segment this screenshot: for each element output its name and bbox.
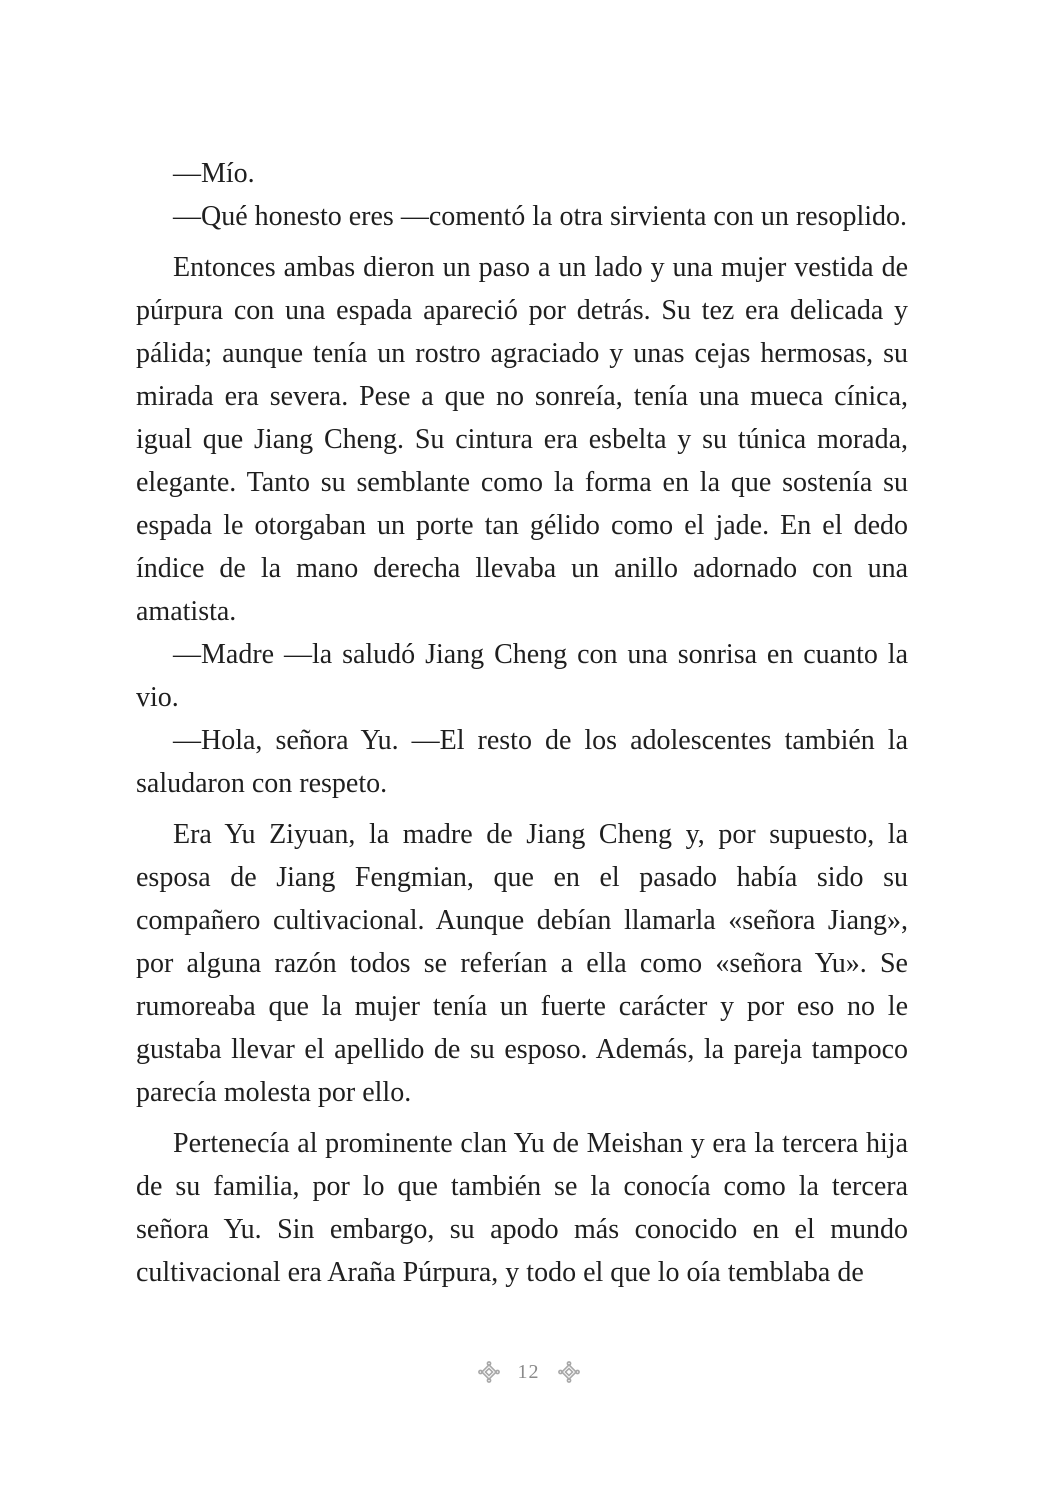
paragraph: Entonces ambas dieron un paso a un lado y una mujer vestida de púrpura con una espada apareció por detrás. Su tez era delicada y pálida; aunque tenía un rostro agraciado y unas cejas hermosas, su mirada era severa. Pese a que no sonreía, tenía una mueca cínica, igual que Jiang Cheng. Su cintura era esbelta y su túnica morada, elegante. Tanto su semblante como la forma en la que sostenía su espada le otorgaban un porte tan gélido como el jade. En el dedo índice de la mano derecha llevaba un anillo adornado con una amatista.	[136, 252, 908, 627]
paragraph: Pertenecía al prominente clan Yu de Meishan y era la tercera hija de su familia, por lo que también se la conocía como la tercera señora Yu. Sin embargo, su apodo más conocido en el mundo cultivacional era Araña Púrpura, y todo el que lo oía temblaba de	[136, 1128, 908, 1288]
paragraph: —Qué honesto eres —comentó la otra sirvienta con un resoplido.	[173, 201, 908, 232]
paragraph: —Mío.	[173, 158, 255, 189]
paragraph: —Hola, señora Yu. —El resto de los adolescentes también la saludaron con respeto.	[136, 725, 908, 799]
body-text	[136, 152, 908, 1294]
knot-ornament-icon	[478, 1361, 500, 1383]
page-number: 12	[517, 1360, 540, 1383]
page-footer	[0, 1354, 1057, 1390]
paragraph: —Madre —la saludó Jiang Cheng con una sonrisa en cuanto la vio.	[136, 639, 908, 713]
knot-ornament-icon	[558, 1361, 580, 1383]
paragraph: Era Yu Ziyuan, la madre de Jiang Cheng y, por supuesto, la esposa de Jiang Fengmian, que en el pasado había sido su compañero cultivacional. Aunque debían llamarla «señora Jiang», por alguna razón todos se referían a ella como «señora Yu». Se rumoreaba que la mujer tenía un fuerte carácter y por eso no le gustaba llevar el apellido de su esposo. Además, la pareja tampoco parecía molesta por ello.	[136, 819, 908, 1108]
